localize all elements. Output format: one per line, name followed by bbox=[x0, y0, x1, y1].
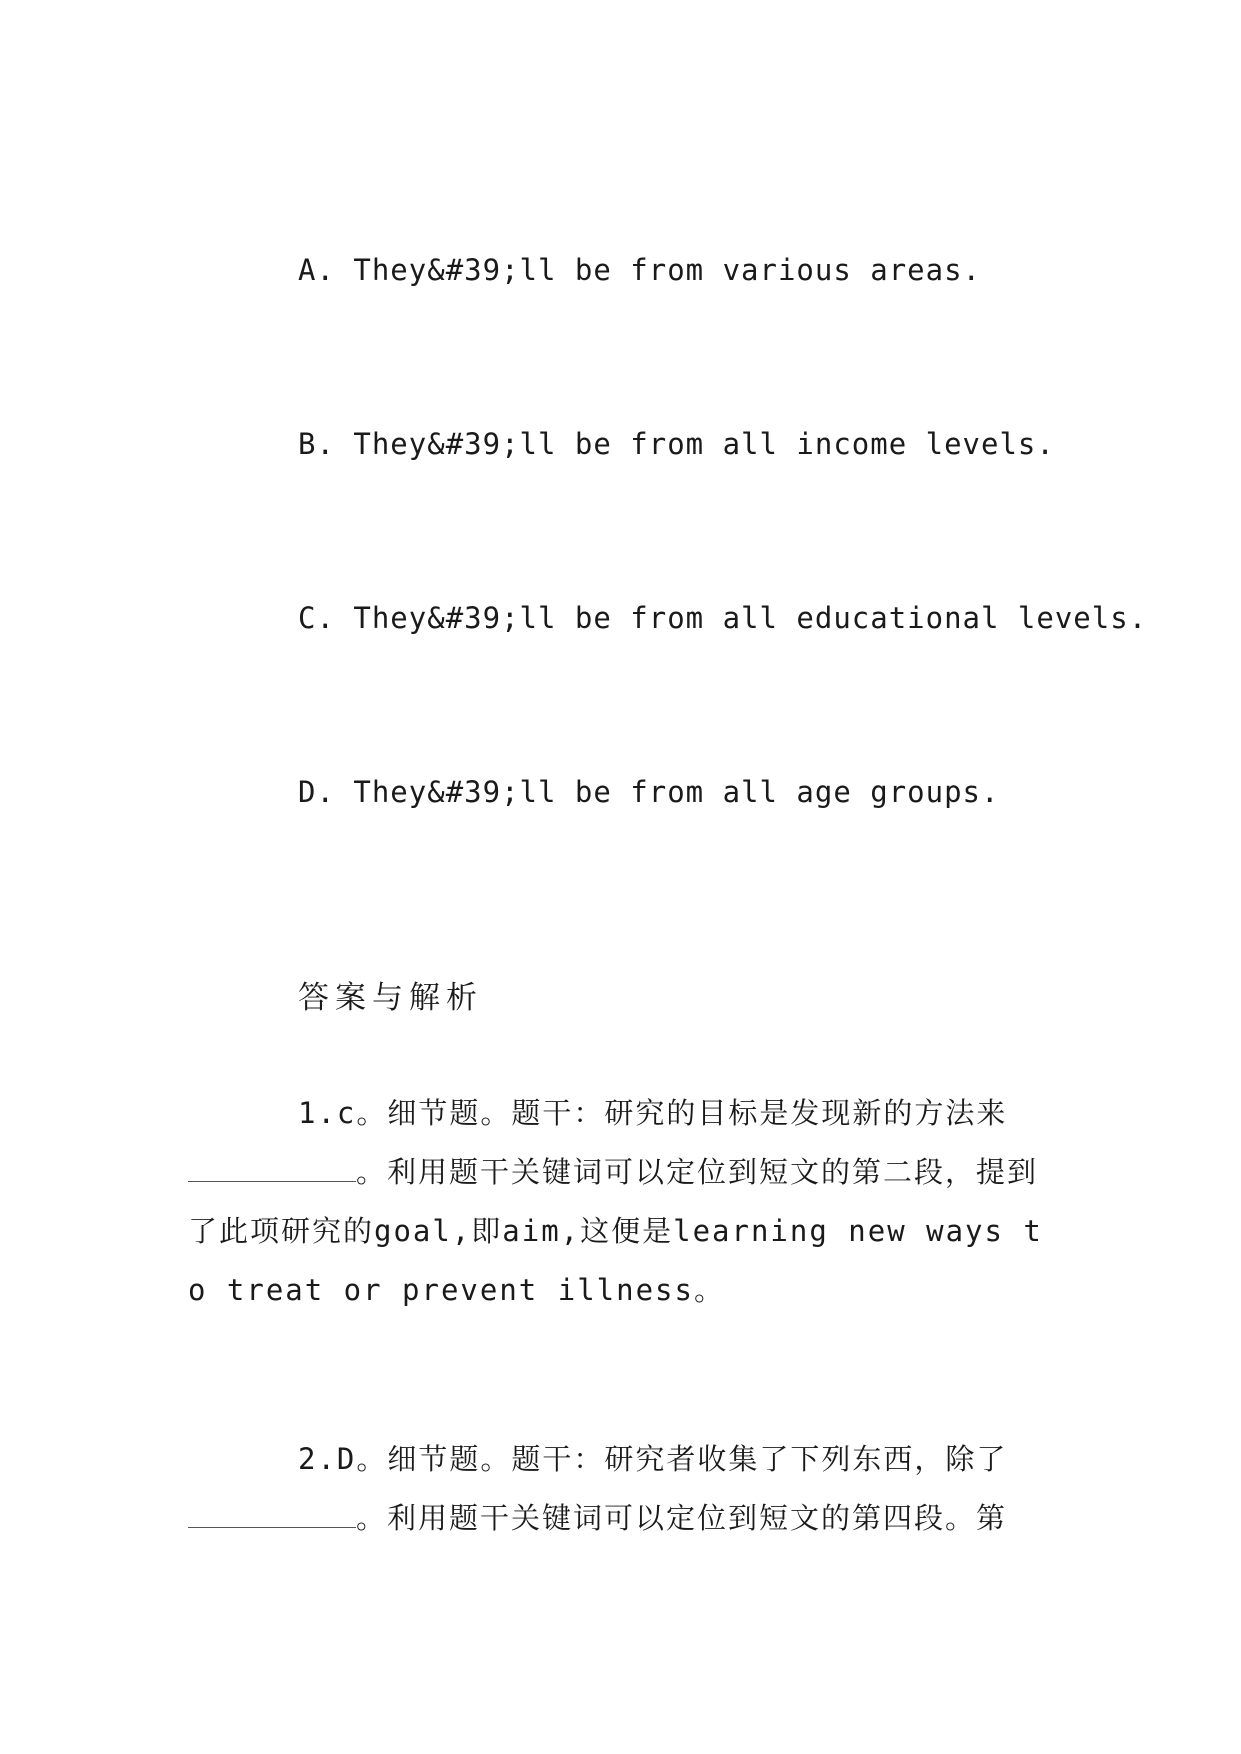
option-b bbox=[298, 426, 1055, 462]
option-d bbox=[298, 774, 999, 810]
answer-blank bbox=[188, 1505, 356, 1528]
option-letter: C. bbox=[298, 601, 335, 635]
explanation-2 bbox=[188, 1430, 1053, 1548]
explanation-text: 。利用题干关键词可以定位到短文的第二段，提到了此项研究的goal,即aim,这便是learning new ways to treat or prevent illness。 bbox=[188, 1155, 1043, 1307]
option-text: They&#39;ll be from all educational levels. bbox=[353, 601, 1148, 635]
explanation-1 bbox=[188, 1084, 1053, 1320]
answer-heading: 答案与解析 bbox=[298, 980, 483, 1016]
option-a bbox=[298, 252, 981, 288]
explanation-text: 1.c。细节题。题干：研究的目标是发现新的方法来 bbox=[298, 1096, 1008, 1130]
option-letter: D. bbox=[298, 775, 335, 809]
option-letter: A. bbox=[298, 253, 335, 287]
option-c bbox=[298, 600, 1147, 636]
answer-blank bbox=[188, 1159, 356, 1182]
explanation-text: 。利用题干关键词可以定位到短文的第四段。第 bbox=[356, 1501, 1008, 1535]
option-text: They&#39;ll be from all age groups. bbox=[353, 775, 1000, 809]
option-text: They&#39;ll be from various areas. bbox=[353, 253, 982, 287]
explanation-text: 2.D。细节题。题干：研究者收集了下列东西，除了 bbox=[298, 1442, 1008, 1476]
option-letter: B. bbox=[298, 427, 335, 461]
option-text: They&#39;ll be from all income levels. bbox=[353, 427, 1055, 461]
